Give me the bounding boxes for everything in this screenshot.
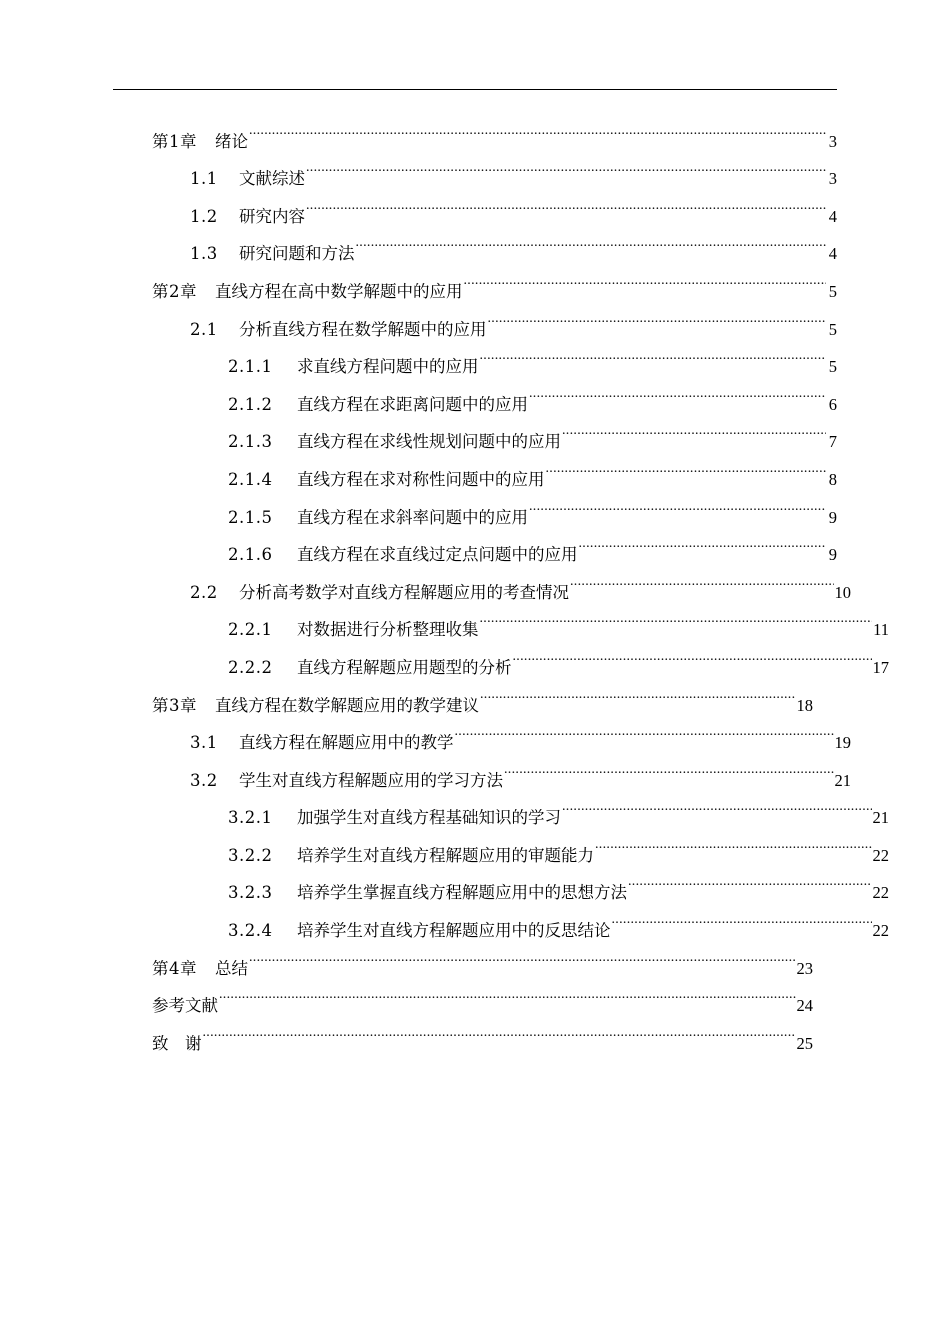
toc-entry-number: 3.1 bbox=[190, 733, 218, 753]
toc-entry-title: 总结 bbox=[215, 958, 248, 978]
toc-entry-title: 培养学生对直线方程解题应用的审题能力 bbox=[297, 845, 594, 865]
toc-leader-dots bbox=[529, 372, 826, 410]
toc-entry-number: 3.2.4 bbox=[228, 921, 273, 941]
toc-entry-title: 直线方程在求线性规划问题中的应用 bbox=[297, 432, 561, 452]
toc-entry-page: 9 bbox=[828, 507, 837, 527]
toc-entry-page: 11 bbox=[873, 620, 889, 640]
toc-entry-page: 3 bbox=[828, 131, 837, 151]
toc-entry-page: 6 bbox=[828, 394, 837, 414]
toc-entry-page: 24 bbox=[796, 996, 813, 1016]
toc-entry-number: 3.2.3 bbox=[228, 883, 273, 903]
toc-entry-number: 1.2 bbox=[190, 206, 218, 226]
toc-entry-page: 5 bbox=[828, 357, 837, 377]
toc-entry-title: 直线方程解题应用题型的分析 bbox=[297, 657, 512, 677]
toc-entry-title: 直线方程在求距离问题中的应用 bbox=[297, 394, 528, 414]
toc-entry-page: 8 bbox=[828, 469, 837, 489]
toc-entry-title: 直线方程在高中数学解题中的应用 bbox=[215, 281, 463, 301]
toc-leader-dots bbox=[562, 410, 826, 448]
toc-entry-number: 1.3 bbox=[190, 244, 218, 264]
toc-entry-page: 9 bbox=[828, 545, 837, 565]
toc-entry-page: 17 bbox=[872, 657, 889, 677]
toc-entry-page: 5 bbox=[828, 319, 837, 339]
toc-entry-number: 2.1 bbox=[190, 319, 218, 339]
toc-leader-dots bbox=[249, 936, 796, 974]
toc-entry-number: 1.1 bbox=[190, 169, 218, 189]
toc-leader-dots bbox=[455, 711, 834, 749]
toc-leader-dots bbox=[513, 635, 872, 673]
toc-leader-dots bbox=[529, 485, 826, 523]
toc-leader-dots bbox=[480, 598, 873, 636]
toc-leader-dots bbox=[628, 861, 872, 899]
toc-entry-page: 3 bbox=[828, 169, 837, 189]
toc-entry-title: 对数据进行分析整理收集 bbox=[297, 620, 479, 640]
toc-entry-chapter-4[interactable] bbox=[152, 936, 813, 978]
toc-entry-title: 加强学生对直线方程基础知识的学习 bbox=[297, 808, 561, 828]
table-of-contents bbox=[152, 109, 889, 1053]
toc-leader-dots bbox=[612, 898, 872, 936]
toc-entry-number: 2.1.4 bbox=[228, 469, 273, 489]
header-rule bbox=[113, 89, 837, 90]
toc-entry-title: 分析高考数学对直线方程解题应用的考查情况 bbox=[239, 582, 569, 602]
toc-leader-dots bbox=[562, 786, 872, 824]
toc-entry-title: 求直线方程问题中的应用 bbox=[297, 357, 479, 377]
toc-entry-number: 3.2.1 bbox=[228, 808, 273, 828]
toc-entry-title: 致 谢 bbox=[152, 1033, 202, 1053]
toc-entry-number: 2.1.5 bbox=[228, 507, 273, 527]
toc-entry-number: 3.2 bbox=[190, 770, 218, 790]
toc-entry-page: 18 bbox=[796, 695, 813, 715]
toc-entry-page: 21 bbox=[872, 808, 889, 828]
toc-entry-page: 25 bbox=[796, 1033, 813, 1053]
toc-entry-page: 22 bbox=[872, 845, 889, 865]
toc-entry-page: 7 bbox=[828, 432, 837, 452]
toc-entry-number: 2.1.1 bbox=[228, 357, 273, 377]
toc-leader-dots bbox=[595, 823, 872, 861]
toc-entry-number: 2.1.3 bbox=[228, 432, 273, 452]
toc-entry-number: 第3章 bbox=[152, 695, 197, 715]
toc-leader-dots bbox=[488, 297, 827, 335]
toc-entry-number: 2.2.1 bbox=[228, 620, 273, 640]
toc-entry-acknowledgements[interactable] bbox=[152, 1011, 813, 1053]
toc-entry-number: 第1章 bbox=[152, 131, 197, 151]
toc-entry-title: 直线方程在求斜率问题中的应用 bbox=[297, 507, 528, 527]
toc-leader-dots bbox=[203, 1011, 796, 1049]
toc-entry-1-1[interactable] bbox=[152, 147, 837, 189]
toc-entry-title: 培养学生对直线方程解题应用中的反思结论 bbox=[297, 921, 611, 941]
toc-entry-title: 直线方程在解题应用中的教学 bbox=[239, 733, 454, 753]
toc-entry-page: 23 bbox=[796, 958, 813, 978]
toc-entry-title: 学生对直线方程解题应用的学习方法 bbox=[239, 770, 503, 790]
toc-entry-title: 直线方程在数学解题应用的教学建议 bbox=[215, 695, 479, 715]
toc-entry-page: 21 bbox=[834, 770, 851, 790]
toc-entry-page: 5 bbox=[828, 281, 837, 301]
toc-entry-number: 2.2 bbox=[190, 582, 218, 602]
toc-leader-dots bbox=[579, 523, 827, 561]
toc-leader-dots bbox=[480, 335, 827, 373]
toc-entry-references[interactable] bbox=[152, 974, 813, 1016]
toc-entry-title: 研究问题和方法 bbox=[239, 244, 355, 264]
toc-leader-dots bbox=[570, 560, 834, 598]
toc-entry-number: 2.1.6 bbox=[228, 545, 273, 565]
toc-leader-dots bbox=[356, 222, 827, 260]
toc-entry-title: 研究内容 bbox=[239, 206, 305, 226]
toc-entry-title: 文献综述 bbox=[239, 169, 305, 189]
toc-leader-dots bbox=[480, 673, 796, 711]
toc-entry-title: 直线方程在求直线过定点问题中的应用 bbox=[297, 545, 578, 565]
toc-entry-number: 第2章 bbox=[152, 281, 197, 301]
toc-entry-title: 绪论 bbox=[215, 131, 248, 151]
toc-leader-dots bbox=[306, 184, 826, 222]
toc-entry-number: 第4章 bbox=[152, 958, 197, 978]
toc-leader-dots bbox=[249, 109, 826, 147]
toc-entry-title: 参考文献 bbox=[152, 996, 218, 1016]
toc-entry-chapter-1[interactable] bbox=[152, 109, 837, 151]
toc-entry-title: 培养学生掌握直线方程解题应用中的思想方法 bbox=[297, 883, 627, 903]
toc-entry-title: 直线方程在求对称性问题中的应用 bbox=[297, 469, 545, 489]
toc-leader-dots bbox=[219, 974, 796, 1012]
toc-leader-dots bbox=[306, 147, 826, 185]
toc-entry-page: 22 bbox=[872, 921, 889, 941]
toc-entry-title: 分析直线方程在数学解题中的应用 bbox=[239, 319, 487, 339]
toc-leader-dots bbox=[464, 259, 827, 297]
toc-leader-dots bbox=[504, 748, 834, 786]
toc-entry-number: 3.2.2 bbox=[228, 845, 273, 865]
toc-entry-page: 10 bbox=[834, 582, 851, 602]
toc-entry-number: 2.2.2 bbox=[228, 657, 273, 677]
toc-entry-page: 4 bbox=[828, 206, 837, 226]
toc-leader-dots bbox=[546, 447, 827, 485]
toc-entry-page: 19 bbox=[834, 733, 851, 753]
toc-entry-number: 2.1.2 bbox=[228, 394, 273, 414]
toc-entry-page: 4 bbox=[828, 244, 837, 264]
toc-entry-page: 22 bbox=[872, 883, 889, 903]
